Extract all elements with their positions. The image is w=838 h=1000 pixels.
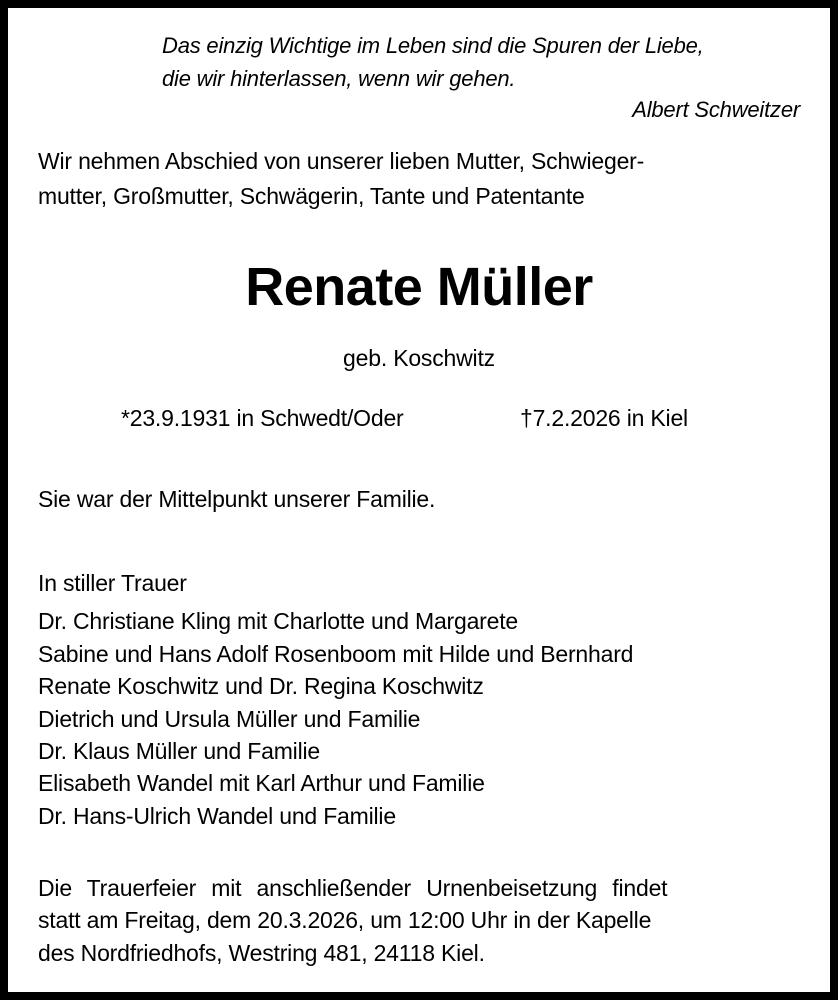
intro-line-2: mutter, Großmutter, Schwägerin, Tante und Patentante [38,183,585,209]
mourner-item: Renate Koschwitz und Dr. Regina Koschwitz [38,673,484,699]
quote-line-1: Das einzig Wichtige im Leben sind die Spuren der Liebe, [162,33,704,58]
birth-info: *23.9.1931 in Schwedt/Oder [121,405,404,431]
mourner-item: Dietrich und Ursula Müller und Familie [38,706,421,732]
mourner-item: Dr. Hans-Ulrich Wandel und Familie [38,803,396,829]
tribute-text: Sie war der Mittelpunkt unserer Familie. [38,486,436,512]
deceased-name: Renate Müller [245,257,593,317]
ceremony-line-2: statt am Freitag, dem 20.3.2026, um 12:00 Uhr in der Kapelle [38,907,652,933]
ceremony-line-3: des Nordfriedhofs, Westring 481, 24118 Kiel. [38,940,485,966]
ceremony-line-1: Die Trauerfeier mit anschließender Urnenbeisetzung findet [38,875,668,901]
quote-line-2: die wir hinterlassen, wenn wir gehen. [162,66,516,91]
mourner-item: Sabine und Hans Adolf Rosenboom mit Hilde und Bernhard [38,641,634,667]
quote-author: Albert Schweitzer [632,97,800,122]
death-info: †7.2.2026 in Kiel [520,405,688,431]
maiden-name: geb. Koschwitz [343,345,495,371]
mourners-heading: In stiller Trauer [38,570,187,596]
mourner-item: Elisabeth Wandel mit Karl Arthur und Familie [38,770,485,796]
mourner-item: Dr. Christiane Kling mit Charlotte und Margarete [38,608,519,634]
mourner-item: Dr. Klaus Müller und Familie [38,738,321,764]
intro-line-1: Wir nehmen Abschied von unserer lieben Mutter, Schwieger- [38,148,645,174]
